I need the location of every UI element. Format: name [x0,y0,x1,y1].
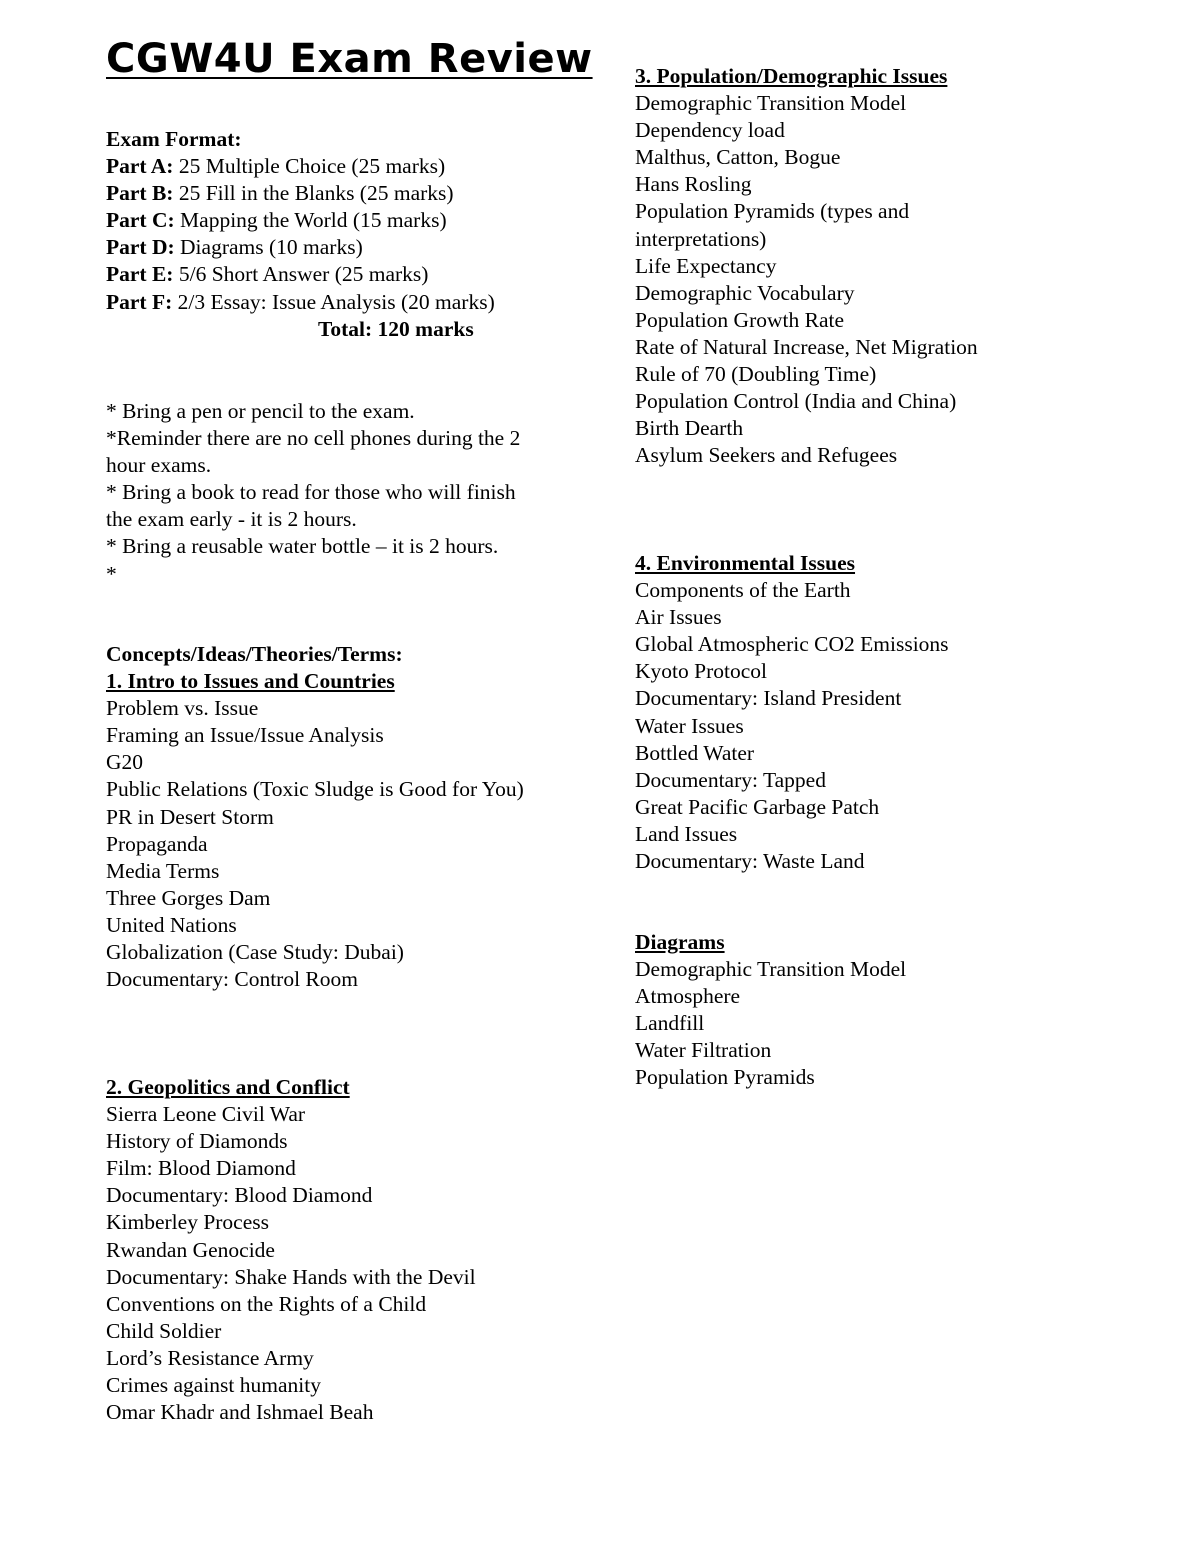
section-list [635,90,978,469]
part-text: Diagrams (10 marks) [180,235,363,260]
list-item: Global Atmospheric CO2 Emissions [635,632,949,657]
list-item: G20 [106,750,144,775]
part-text: 25 Multiple Choice (25 marks) [178,154,446,179]
list-item: Documentary: Blood Diamond [106,1183,373,1208]
list-item: Population Growth Rate [635,307,845,332]
exam-part [106,289,495,316]
exam-format-heading: Exam Format: [106,127,242,151]
reminders-block [106,398,520,588]
reminder-line: * Bring a reusable water bottle – it is 2 hours. [106,534,499,559]
list-item: Population Pyramids (types and [635,199,910,224]
list-item: Rate of Natural Increase, Net Migration [635,334,978,359]
list-item: Hans Rosling [635,172,752,197]
reminder-line: the exam early - it is 2 hours. [106,507,357,532]
environment-block [635,550,949,875]
list-item: Child Soldier [106,1318,222,1343]
part-label: Part C: [106,208,175,233]
part-label: Part A: [106,154,174,179]
part-label: Part D: [106,235,175,260]
list-item: Water Issues [635,713,744,738]
list-item: Propaganda [106,831,208,856]
list-item: Globalization (Case Study: Dubai) [106,940,404,965]
section-heading: 1. Intro to Issues and Countries [106,669,395,694]
section-list [635,956,906,1091]
list-item: United Nations [106,912,237,937]
list-item: Malthus, Catton, Bogue [635,145,841,170]
reminder-line: * [106,561,117,586]
list-item: Air Issues [635,605,722,630]
section-heading: 4. Environmental Issues [635,551,856,575]
part-text: Mapping the World (15 marks) [180,208,447,233]
page-title: CGW4U Exam Review [106,36,593,82]
reminder-line: * Bring a book to read for those who will finish [106,480,516,505]
part-label: Part E: [106,262,174,287]
list-item: Life Expectancy [635,253,777,278]
exam-part [106,207,495,234]
concepts-block [106,641,524,993]
list-item: interpretations) [635,226,767,251]
list-item: Land Issues [635,821,738,846]
reminder-line: *Reminder there are no cell phones during the 2 [106,426,521,451]
list-item: Population Control (India and China) [635,389,957,414]
list-item: Landfill [635,1011,705,1036]
list-item: PR in Desert Storm [106,804,274,829]
list-item: Dependency load [635,118,785,143]
list-item: Kyoto Protocol [635,659,767,684]
exam-part [106,261,495,288]
list-item: Lord’s Resistance Army [106,1345,314,1370]
list-item: Demographic Transition Model [635,91,907,116]
list-item: Problem vs. Issue [106,696,259,721]
list-item: Great Pacific Garbage Patch [635,794,880,819]
list-item: Asylum Seekers and Refugees [635,443,898,468]
list-item: Atmosphere [635,984,741,1009]
concepts-heading: Concepts/Ideas/Theories/Terms: [106,642,403,666]
section-list [635,577,949,875]
section-heading: 2. Geopolitics and Conflict [106,1075,350,1099]
list-item: Documentary: Shake Hands with the Devil [106,1264,476,1289]
list-item: Public Relations (Toxic Sludge is Good for You) [106,777,524,802]
list-item: Demographic Vocabulary [635,280,855,305]
list-item: Three Gorges Dam [106,885,271,910]
part-label: Part F: [106,289,173,314]
list-item: Crimes against humanity [106,1373,321,1398]
list-item: Population Pyramids [635,1065,815,1090]
list-item: Conventions on the Rights of a Child [106,1291,427,1316]
population-block [635,63,978,469]
list-item: Documentary: Waste Land [635,849,865,874]
part-text: 2/3 Essay: Issue Analysis (20 marks) [177,289,495,314]
total-marks: Total: 120 marks [318,316,474,341]
section-heading: Diagrams [635,930,725,954]
list-item: Kimberley Process [106,1210,270,1235]
list-item: Demographic Transition Model [635,957,907,982]
list-item: Omar Khadr and Ishmael Beah [106,1400,374,1425]
diagrams-block [635,929,906,1092]
exam-part [106,153,495,180]
exam-part [106,234,495,261]
section-list [106,1101,476,1426]
list-item: Rwandan Genocide [106,1237,275,1262]
list-item: Sierra Leone Civil War [106,1102,306,1127]
part-text: 5/6 Short Answer (25 marks) [178,262,429,287]
list-item: Rule of 70 (Doubling Time) [635,362,877,387]
part-label: Part B: [106,181,174,206]
part-text: 25 Fill in the Blanks (25 marks) [178,181,454,206]
geopolitics-block [106,1074,476,1426]
list-item: Documentary: Control Room [106,967,358,992]
exam-format-block [106,126,495,343]
section-heading: 3. Population/Demographic Issues [635,64,948,88]
list-item: Components of the Earth [635,578,851,603]
exam-part [106,180,495,207]
list-item: Film: Blood Diamond [106,1156,296,1181]
section-list [106,695,524,993]
reminder-line: hour exams. [106,453,212,478]
list-item: Birth Dearth [635,416,744,441]
list-item: Documentary: Tapped [635,767,826,792]
list-item: Bottled Water [635,740,755,765]
list-item: History of Diamonds [106,1129,288,1154]
list-item: Documentary: Island President [635,686,902,711]
list-item: Media Terms [106,858,220,883]
list-item: Framing an Issue/Issue Analysis [106,723,384,748]
list-item: Water Filtration [635,1038,772,1063]
reminder-line: * Bring a pen or pencil to the exam. [106,399,415,423]
